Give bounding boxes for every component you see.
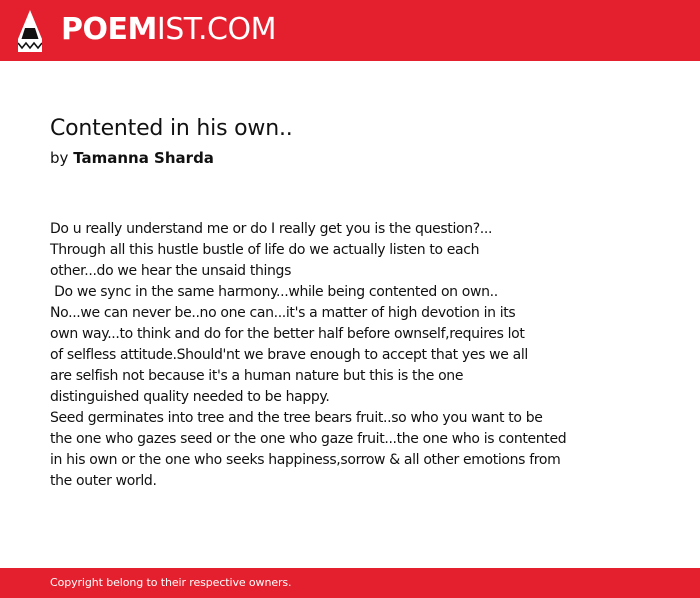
brand-name-bold: POEM	[61, 12, 157, 47]
poem-line: in his own or the one who seeks happiness,sorrow & all other emotions from	[50, 452, 561, 468]
poem-line: the one who gazes seed or the one who gaze fruit...the one who is contented	[50, 431, 567, 447]
author-name: Tamanna Sharda	[73, 149, 214, 167]
site-footer	[0, 568, 700, 598]
site-header	[0, 0, 700, 61]
poem-line: other...do we hear the unsaid things	[50, 263, 292, 279]
copyright-notice: Copyright belong to their respective owners.	[50, 576, 292, 589]
poem-line: of selfless attitude.Should'nt we brave enough to accept that yes we all	[50, 347, 528, 363]
poem-byline	[50, 149, 214, 167]
pencil-tip-icon[interactable]	[18, 10, 42, 52]
poem-body	[50, 219, 670, 492]
poem-line: the outer world.	[50, 473, 157, 489]
poem-line: own way...to think and do for the better half before ownself,requires lot	[50, 326, 525, 342]
poem-line: Through all this hustle bustle of life do we actually listen to each	[50, 242, 480, 258]
brand-name-light: IST.COM	[156, 12, 276, 47]
poem-line: Do we sync in the same harmony...while being contented on own..	[50, 284, 498, 300]
poem-line: Do u really understand me or do I really get you is the question?...	[50, 221, 493, 237]
site-logo-link[interactable]	[61, 12, 276, 48]
by-label: by	[50, 149, 69, 167]
poem-line: Seed germinates into tree and the tree bears fruit..so who you want to be	[50, 410, 543, 426]
poem-line: No...we can never be..no one can...it's a matter of high devotion in its	[50, 305, 516, 321]
poem-line: distinguished quality needed to be happy.	[50, 389, 330, 405]
poem-line: are selfish not because it's a human nature but this is the one	[50, 368, 464, 384]
poem-title: Contented in his own..	[50, 116, 293, 141]
